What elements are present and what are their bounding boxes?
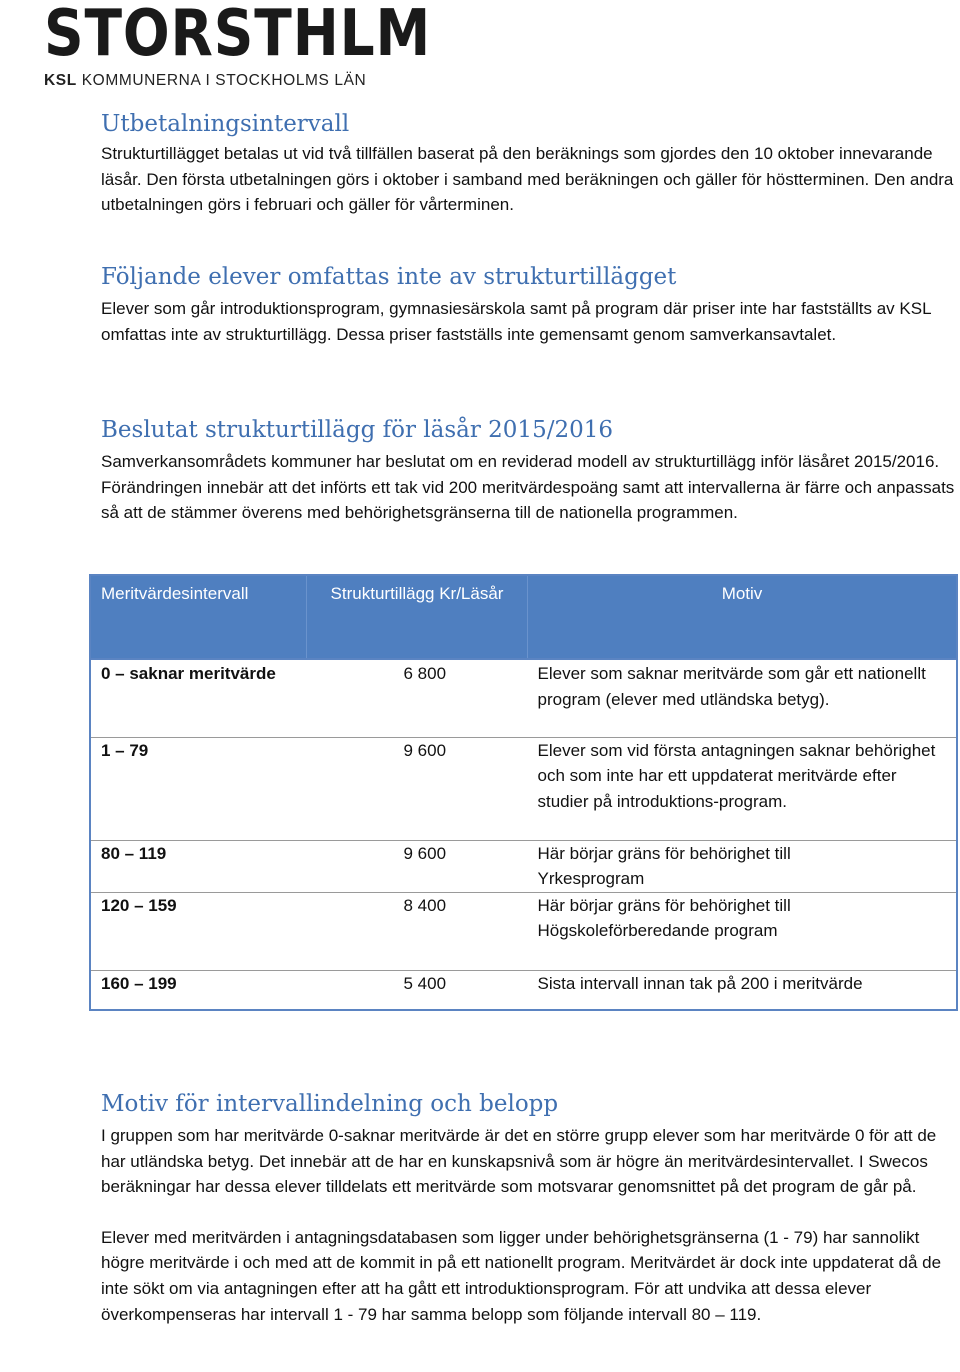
heading-motiv: Motiv för intervallindelning och belopp <box>101 1091 559 1117</box>
table-row <box>90 659 957 737</box>
cell-interval: 0 – saknar meritvärde <box>90 659 307 737</box>
section-beslutat <box>101 417 959 526</box>
heading-beslutat: Beslutat strukturtillägg för läsår 2015/2016 <box>101 417 613 443</box>
cell-motiv: Sista intervall innan tak på 200 i meritvärde <box>528 970 958 1010</box>
cell-amount: 8 400 <box>307 892 528 970</box>
cell-motiv: Elever som vid första antagningen saknar behörighet och som inte har ett uppdaterat meritvärde efter studier på introduktions-program. <box>528 737 958 840</box>
header-strukturtillagg: Strukturtillägg Kr/Läsår <box>307 575 528 659</box>
cell-amount: 9 600 <box>307 840 528 892</box>
logo-wordmark: STORSTHLM <box>44 0 432 71</box>
heading-ej-omfattade: Följande elever omfattas inte av strukturtillägget <box>101 264 677 290</box>
paragraph-beslutat: Samverkansområdets kommuner har beslutat om en reviderad modell av strukturtillägg inför läsåret 2015/2016. Förändringen innebär att det införts ett tak vid 200 meritvärdespoäng samt att intervallerna är färre och anpassats så att de stämmer överens med behörighetsgränserna till de nationella programmen. <box>101 452 955 523</box>
paragraph-utbetalningsintervall: Strukturtillägget betalas ut vid två tillfällen baserat på den beräknings som gjordes den 10 oktober innevarande läsår. Den första utbetalningen görs i oktober i samband med beräkningen och gäller för höstterminen. Den andra utbetalningen görs i februari och gäller för vårterminen. <box>101 144 954 215</box>
logo-ksl: KSL <box>44 72 77 89</box>
heading-utbetalningsintervall: Utbetalningsintervall <box>101 111 350 137</box>
table-row <box>90 970 957 1010</box>
section-ej-omfattade <box>101 264 959 347</box>
paragraph-motiv-1: I gruppen som har meritvärde 0-saknar meritvärde är det en större grupp elever som har meritvärde 0 för att de har utländska betyg. Det innebär att de har en kunskapsnivå som är högre än meritvärdesintervallet. I Swecos beräkningar har dessa elever tilldelats ett meritvärde som motsvarar genomsnittet på det program de går på. <box>101 1126 937 1197</box>
strukturtillagg-table <box>89 574 958 1011</box>
cell-amount: 6 800 <box>307 659 528 737</box>
cell-amount: 5 400 <box>307 970 528 1010</box>
section-motiv <box>101 1091 959 1327</box>
paragraph-motiv-2: Elever med meritvärden i antagningsdatabasen som ligger under behörighetsgränserna (1 - 79) har sannolikt högre meritvärde i och med att de kommit in på ett nationellt program. Meritvärdet är dock inte uppdaterat då de inte sökt om via antagningen efter att ha gått ett introduktionsprogram. För att undvika att dessa elever överkompenseras har intervall 1 - 79 har samma belopp som följande intervall 80 – 119. <box>101 1227 942 1324</box>
cell-interval: 160 – 199 <box>90 970 307 1010</box>
table-row <box>90 737 957 840</box>
section-utbetalningsintervall <box>101 111 959 218</box>
header-meritvardesintervall: Meritvärdesintervall <box>90 575 307 659</box>
cell-amount: 9 600 <box>307 737 528 840</box>
cell-interval: 80 – 119 <box>90 840 307 892</box>
header-motiv: Motiv <box>528 575 958 659</box>
table-row <box>90 840 957 892</box>
cell-motiv: Här börjar gräns för behörighet till Högskoleförberedande program <box>528 892 958 970</box>
logo-subtitle <box>44 72 494 90</box>
cell-interval: 1 – 79 <box>90 737 307 840</box>
table-header-row <box>90 575 957 659</box>
storsthlm-logo <box>44 0 494 90</box>
table-row <box>90 892 957 970</box>
logo-subtitle-text: KOMMUNERNA I STOCKHOLMS LÄN <box>76 72 367 89</box>
paragraph-ej-omfattade: Elever som går introduktionsprogram, gymnasiesärskola samt på program där priser inte har fastställts av KSL omfattas inte av strukturtillägg. Dessa priser fastställs inte gemensamt genom samverkansavtalet. <box>101 299 931 344</box>
cell-motiv: Här börjar gräns för behörighet till Yrkesprogram <box>528 840 958 892</box>
cell-motiv: Elever som saknar meritvärde som går ett nationellt program (elever med utländska betyg). <box>528 659 958 737</box>
cell-interval: 120 – 159 <box>90 892 307 970</box>
